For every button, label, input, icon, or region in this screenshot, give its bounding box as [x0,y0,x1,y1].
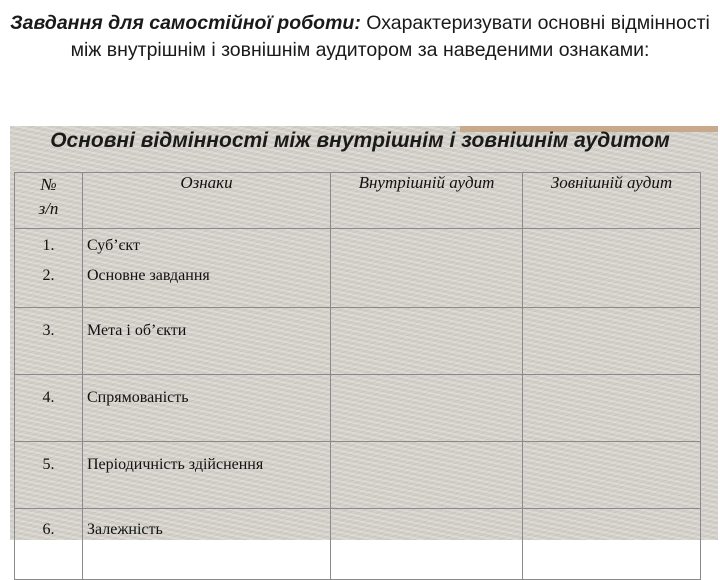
header-number-symbol: № [40,175,57,194]
table-title: Основні відмінності між внутрішнім і зовнішнім аудитом [50,129,670,152]
row-number: 2. [15,263,83,308]
header-external-audit: Зовнішній аудит [523,173,701,229]
task-text: Охарактеризувати основні відмінності між внутрішнім і зовнішнім аудитором за наведеними ознаками: [70,12,710,61]
table-row [15,509,701,580]
row-number: 4. [15,375,83,442]
row-external-cell [523,442,701,509]
header-number [15,173,83,229]
row-external-cell [523,308,701,375]
task-label: Завдання для самостійної роботи: [10,12,361,34]
row-internal-cell [331,375,523,442]
differences-table [14,172,701,580]
row-internal-cell [331,308,523,375]
row-feature: Мета і об’єкти [83,308,331,375]
row-internal-cell [331,229,523,264]
header-internal-audit: Внутрішній аудит [331,173,523,229]
table-row [15,442,701,509]
row-feature: Залежність [83,509,331,580]
row-number: 3. [15,308,83,375]
row-feature: Основне завдання [83,263,331,308]
header-feature: Ознаки [83,173,331,229]
row-internal-cell [331,509,523,580]
row-internal-cell [331,263,523,308]
row-external-cell [523,229,701,264]
row-number: 5. [15,442,83,509]
table-row [15,375,701,442]
row-external-cell [523,375,701,442]
row-external-cell [523,509,701,580]
table-row [15,263,701,308]
row-internal-cell [331,442,523,509]
row-number: 6. [15,509,83,580]
table-header-row [15,173,701,229]
row-feature: Спрямованість [83,375,331,442]
table-row [15,308,701,375]
row-feature: Періодичність здійснення [83,442,331,509]
task-description [10,10,710,64]
table-row [15,229,701,264]
row-feature: Суб’єкт [83,229,331,264]
header-number-abbr: з/п [38,199,59,218]
row-external-cell [523,263,701,308]
row-number: 1. [15,229,83,264]
